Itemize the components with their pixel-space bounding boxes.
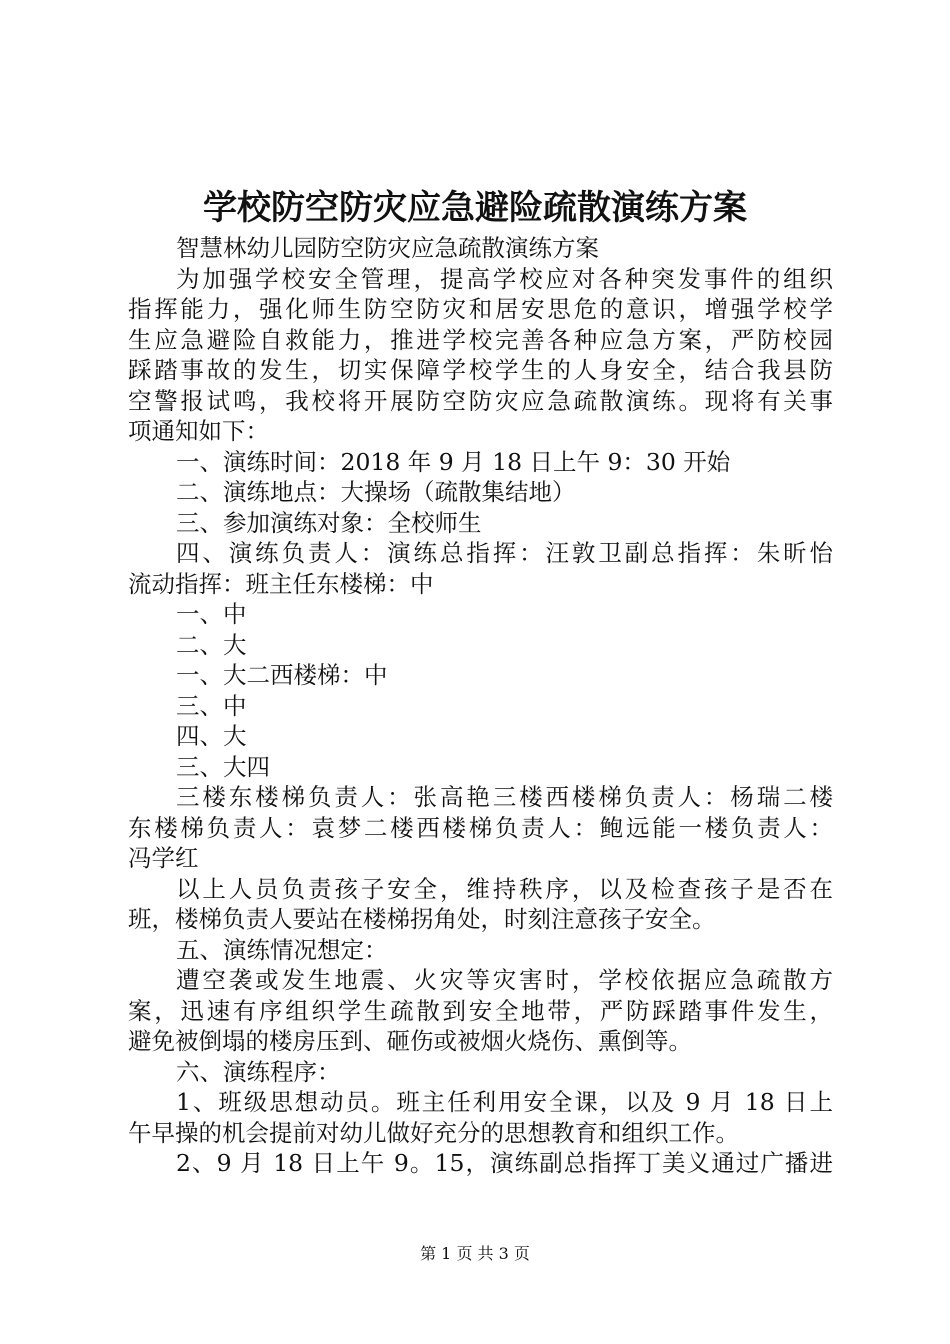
text-line: 一、大二西楼梯：中: [176, 661, 388, 689]
text-line: 冯学红: [128, 844, 199, 872]
text-line: 流动指挥：班主任东楼梯：中: [128, 569, 434, 598]
text-line: 遭空袭或发生地震、火灾等灾害时，学校依据应急疏散方: [176, 966, 833, 994]
text-line: 三、中: [176, 691, 247, 720]
text-line: 1、班级思想动员。班主任利用安全课，以及 9 月 18 日上: [176, 1088, 833, 1116]
text-line: 项通知如下：: [128, 417, 269, 445]
text-line: 空警报试鸣，我校将开展防空防灾应急疏散演练。现将有关事: [128, 386, 833, 415]
text-line: 为加强学校安全管理，提高学校应对各种突发事件的组织: [176, 264, 833, 293]
text-line: 生应急避险自救能力，推进学校完善各种应急方案，严防校园: [128, 325, 833, 354]
text-line: 2、9 月 18 日上午 9。15，演练副总指挥丁美义通过广播进: [176, 1149, 833, 1177]
text-line: 智慧林幼儿园防空防灾应急疏散演练方案: [176, 234, 599, 262]
text-line: 二、演练地点：大操场（疏散集结地）: [176, 478, 576, 506]
text-line: 六、演练程序：: [176, 1057, 341, 1086]
text-line: 班，楼梯负责人要站在楼梯拐角处，时刻注意孩子安全。: [128, 905, 716, 933]
text-line: 二、大: [176, 630, 247, 659]
text-line: 午早操的机会提前对幼儿做好充分的思想教育和组织工作。: [128, 1118, 739, 1147]
document-body: [128, 233, 833, 1179]
text-line: 三、大四: [176, 752, 270, 781]
text-line: 四、演练负责人：演练总指挥：汪敦卫副总指挥：朱昕怡: [176, 539, 833, 567]
document-title: 学校防空防灾应急避险疏散演练方案: [203, 188, 747, 228]
text-line: 一、中: [176, 600, 247, 628]
text-line: 案，迅速有序组织学生疏散到安全地带，严防踩踏事件发生，: [128, 996, 833, 1025]
text-line: 三、参加演练对象：全校师生: [176, 508, 482, 537]
text-line: 四、大: [176, 722, 247, 750]
text-line: 指挥能力，强化师生防空防灾和居安思危的意识，增强学校学: [128, 295, 833, 323]
text-line: 以上人员负责孩子安全，维持秩序，以及检查孩子是否在: [176, 874, 833, 903]
text-line: 五、演练情况想定：: [176, 935, 388, 964]
text-line: 踩踏事故的发生，切实保障学校学生的人身安全，结合我县防: [128, 356, 833, 384]
text-line: 避免被倒塌的楼房压到、砸伤或被烟火烧伤、熏倒等。: [128, 1027, 692, 1055]
text-line: 一、演练时间：2018 年 9 月 18 日上午 9：30 开始: [176, 447, 731, 476]
text-line: 东楼梯负责人：袁梦二楼西楼梯负责人：鲍远能一楼负责人：: [128, 813, 833, 842]
page-footer: 第 1 页 共 3 页: [420, 1244, 530, 1263]
text-line: 三楼东楼梯负责人：张高艳三楼西楼梯负责人：杨瑞二楼: [176, 783, 833, 811]
